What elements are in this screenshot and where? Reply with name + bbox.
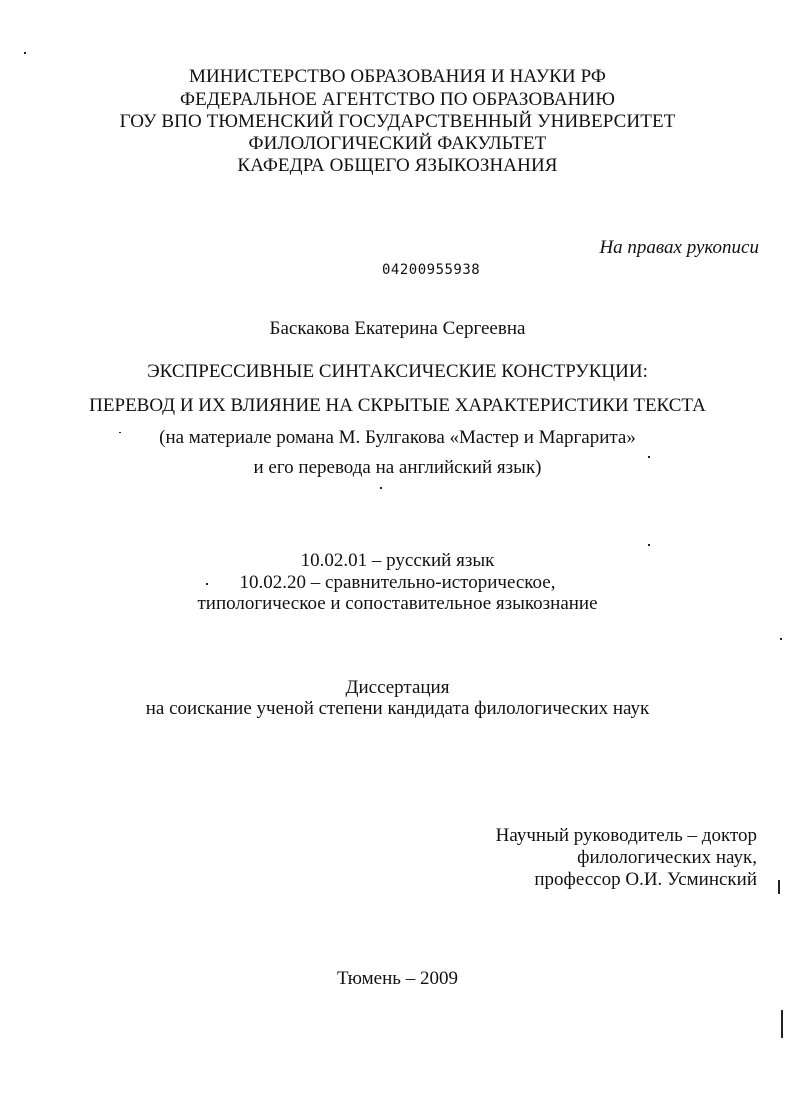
degree-line-1: Диссертация [345,677,450,698]
ministry-line: МИНИСТЕРСТВО ОБРАЗОВАНИЯ И НАУКИ РФ [188,66,607,87]
supervisor-line-3: профессор О.И. Усминский [534,869,757,890]
degree-line-2: на соискание ученой степени кандидата филологических наук [145,698,650,719]
scan-speck [24,52,26,54]
scan-speck [780,638,782,640]
scan-speck [119,432,121,433]
place-year: Тюмень – 2009 [337,968,458,989]
stamp-number: 04200955938 [382,262,481,278]
title-line-1: ЭКСПРЕССИВНЫЕ СИНТАКСИЧЕСКИЕ КОНСТРУКЦИИ: [147,361,648,382]
subtitle-line-2: и его перевода на английский язык) [253,457,542,478]
scan-speck [380,487,382,489]
agency-line: ФЕДЕРАЛЬНОЕ АГЕНТСТВО ПО ОБРАЗОВАНИЮ [180,89,615,110]
supervisor-line-1: Научный руководитель – доктор [495,825,757,846]
faculty-line: ФИЛОЛОГИЧЕСКИЙ ФАКУЛЬТЕТ [248,133,547,154]
scan-speck [648,544,650,546]
title-line-2: ПЕРЕВОД И ИХ ВЛИЯНИЕ НА СКРЫТЫЕ ХАРАКТЕРИСТИКИ ТЕКСТА [89,395,706,416]
scan-edge-mark [778,880,780,894]
specialty-line-1: 10.02.01 – русский язык [300,550,495,571]
university-line: ГОУ ВПО ТЮМЕНСКИЙ ГОСУДАРСТВЕННЫЙ УНИВЕРСИТЕТ [119,111,676,132]
scan-edge-mark [781,1010,783,1038]
author-name: Баскакова Екатерина Сергеевна [269,318,526,339]
scan-speck [648,456,650,458]
specialty-line-2: 10.02.20 – сравнительно-историческое, [239,572,556,593]
specialty-line-3: типологическое и сопоставительное языкознание [197,593,598,614]
subtitle-line-1: (на материале романа М. Булгакова «Мастер и Маргарита» [159,427,636,448]
scan-speck [206,583,208,585]
supervisor-line-2: филологических наук, [577,847,757,868]
manuscript-note: На правах рукописи [599,237,759,258]
department-line: КАФЕДРА ОБЩЕГО ЯЗЫКОЗНАНИЯ [237,155,558,176]
